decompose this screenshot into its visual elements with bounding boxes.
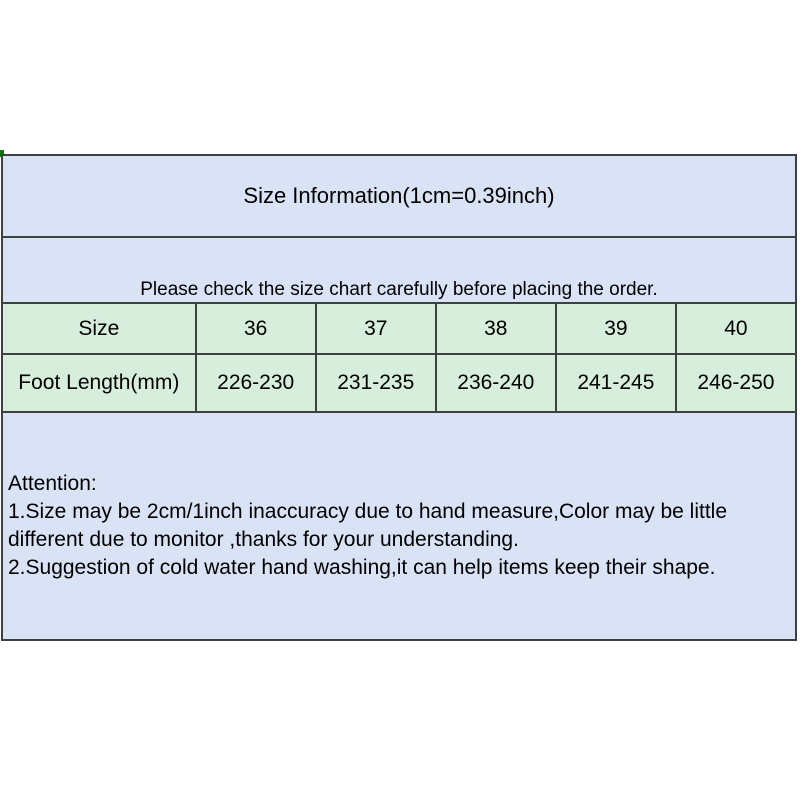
attention-heading: Attention: [8, 472, 97, 495]
foot-length-value-36: 226-230 [195, 355, 315, 411]
foot-length-value-40: 246-250 [675, 355, 795, 411]
attention-note-1-line-1: 1.Size may be 2cm/1inch inaccuracy due to hand measure,Color may be little [8, 500, 728, 523]
size-value-40: 40 [675, 304, 795, 353]
size-value-39: 39 [555, 304, 675, 353]
size-row-header: Size [78, 316, 120, 340]
attention-note-2: 2.Suggestion of cold water hand washing,it can help items keep their shape. [8, 556, 716, 579]
size-row [3, 302, 795, 353]
table-title: Size Information(1cm=0.39inch) [3, 156, 795, 236]
size-value-38: 38 [435, 304, 555, 353]
foot-length-value-38: 236-240 [435, 355, 555, 411]
size-value-37: 37 [315, 304, 435, 353]
foot-length-row [3, 353, 795, 411]
attention-note-1-line-2: different due to monitor ,thanks for your understanding. [8, 528, 519, 551]
size-value-36: 36 [195, 304, 315, 353]
attention-section [3, 411, 795, 639]
foot-length-row-header: Foot Length(mm) [18, 371, 180, 394]
foot-length-value-39: 241-245 [555, 355, 675, 411]
foot-length-value-37: 231-235 [315, 355, 435, 411]
size-information-table [1, 154, 797, 641]
table-subtitle-note: Please check the size chart carefully before placing the order. [3, 236, 795, 302]
